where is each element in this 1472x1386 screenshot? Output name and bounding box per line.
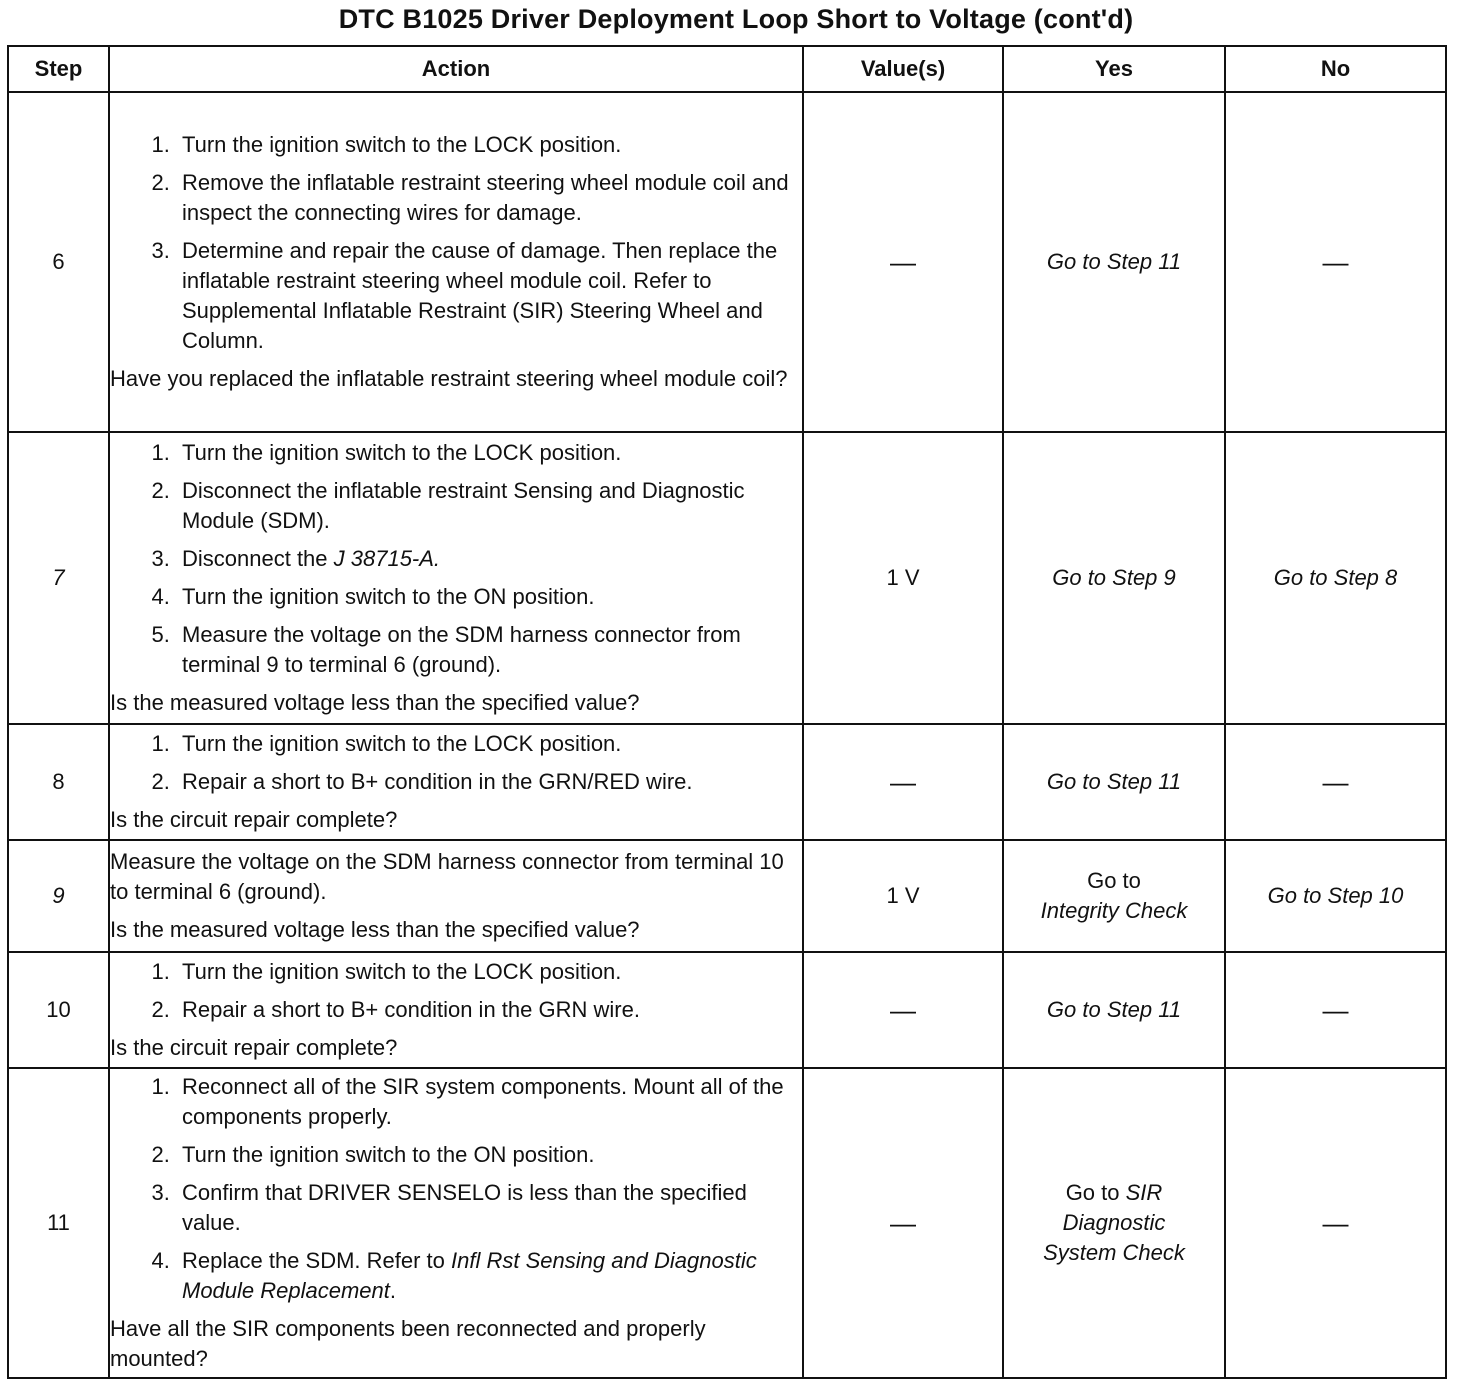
action-list (110, 1072, 802, 1306)
action-text: Replace the SDM. Refer to (182, 1248, 452, 1273)
table-row (8, 952, 1446, 1068)
action-item: 2. Turn the ignition switch to the ON position. (176, 1140, 802, 1170)
action-item: 5. Measure the voltage on the SDM harness connector from terminal 9 to terminal 6 (ground). (176, 620, 802, 680)
integrity-check-link: Integrity Check (1040, 898, 1188, 923)
action-question: Is the measured voltage less than the specified value? (110, 690, 640, 715)
action-item: 1. Reconnect all of the SIR system components. Mount all of the components properly. (176, 1072, 802, 1132)
sir-link-line2: Diagnostic (1062, 1210, 1166, 1235)
header-yes: Yes (1003, 46, 1225, 92)
step-number: 10 (8, 952, 109, 1068)
step-number: 8 (8, 724, 109, 840)
value-cell: 1 V (803, 840, 1003, 952)
page-title: DTC B1025 Driver Deployment Loop Short to Voltage (cont'd) (338, 4, 1134, 34)
table-row (8, 432, 1446, 724)
header-values: Value(s) (803, 46, 1003, 92)
action-item: 1. Turn the ignition switch to the LOCK position. (176, 130, 802, 160)
diagnostic-table (7, 45, 1447, 1379)
header-action: Action (109, 46, 803, 92)
sir-link: SIR (1125, 1180, 1163, 1205)
table-row (8, 840, 1446, 952)
step-number: 7 (8, 432, 109, 724)
action-item (176, 544, 802, 574)
no-cell: — (1225, 92, 1446, 432)
yes-prefix: Go to (1065, 1180, 1120, 1205)
table-row (8, 724, 1446, 840)
sir-link-line3: System Check (1043, 1240, 1185, 1265)
action-question: Is the measured voltage less than the specified value? (110, 917, 640, 942)
value-cell: 1 V (803, 432, 1003, 724)
action-cell (109, 432, 803, 724)
action-item: 2. Repair a short to B+ condition in the GRN/RED wire. (176, 767, 802, 797)
table-header-row (8, 46, 1446, 92)
no-cell: — (1225, 724, 1446, 840)
yes-prefix: Go to (1087, 868, 1141, 893)
action-cell (109, 840, 803, 952)
action-question: Is the circuit repair complete? (110, 807, 398, 832)
yes-cell: Go to Step 11 (1003, 952, 1225, 1068)
action-item: 3. Determine and repair the cause of damage. Then replace the inflatable restraint steering wheel module coil. Refer to Supplemental Inflatable Restraint (SIR) Steering Wheel and Column. (176, 236, 802, 356)
yes-cell: Go to Step 9 (1003, 432, 1225, 724)
yes-cell (1003, 1068, 1225, 1378)
value-cell: — (803, 1068, 1003, 1378)
action-item: 2. Repair a short to B+ condition in the GRN wire. (176, 995, 802, 1025)
no-cell: Go to Step 8 (1225, 432, 1446, 724)
value-cell: — (803, 92, 1003, 432)
tool-reference: J 38715-A. (333, 546, 441, 571)
action-list (110, 438, 802, 680)
procedure-reference: Infl Rst Sensing and Diagnostic Module Replacement (182, 1248, 757, 1303)
action-list (110, 957, 802, 1025)
action-question: Is the circuit repair complete? (110, 1035, 398, 1060)
action-text: . (389, 1278, 397, 1303)
action-item: 1. Turn the ignition switch to the LOCK position. (176, 438, 802, 468)
action-cell (109, 92, 803, 432)
step-number: 11 (8, 1068, 109, 1378)
step-number: 9 (8, 840, 109, 952)
action-item: 1. Turn the ignition switch to the LOCK position. (176, 729, 802, 759)
action-item: 4. Turn the ignition switch to the ON position. (176, 582, 802, 612)
action-item: 2. Disconnect the inflatable restraint Sensing and Diagnostic Module (SDM). (176, 476, 802, 536)
no-cell: — (1225, 952, 1446, 1068)
action-text: Measure the voltage on the SDM harness connector from terminal 10 to terminal 6 (ground). (110, 849, 784, 904)
action-cell (109, 1068, 803, 1378)
no-cell: — (1225, 1068, 1446, 1378)
action-list (110, 729, 802, 797)
action-item: 1. Turn the ignition switch to the LOCK position. (176, 957, 802, 987)
action-list (110, 130, 802, 356)
action-question: Have all the SIR components been reconnected and properly mounted? (110, 1316, 706, 1371)
action-cell (109, 952, 803, 1068)
table-row (8, 1068, 1446, 1378)
action-item: 3. Confirm that DRIVER SENSELO is less than the specified value. (176, 1178, 802, 1238)
action-text: Disconnect the (182, 546, 334, 571)
yes-cell: Go to Step 11 (1003, 724, 1225, 840)
action-question: Have you replaced the inflatable restraint steering wheel module coil? (110, 366, 788, 391)
table-row (8, 92, 1446, 432)
action-item: 2. Remove the inflatable restraint steering wheel module coil and inspect the connecting wires for damage. (176, 168, 802, 228)
yes-cell (1003, 840, 1225, 952)
header-no: No (1225, 46, 1446, 92)
header-step: Step (8, 46, 109, 92)
step-number: 6 (8, 92, 109, 432)
action-cell (109, 724, 803, 840)
no-cell: Go to Step 10 (1225, 840, 1446, 952)
value-cell: — (803, 952, 1003, 1068)
action-item (176, 1246, 802, 1306)
yes-cell: Go to Step 11 (1003, 92, 1225, 432)
value-cell: — (803, 724, 1003, 840)
